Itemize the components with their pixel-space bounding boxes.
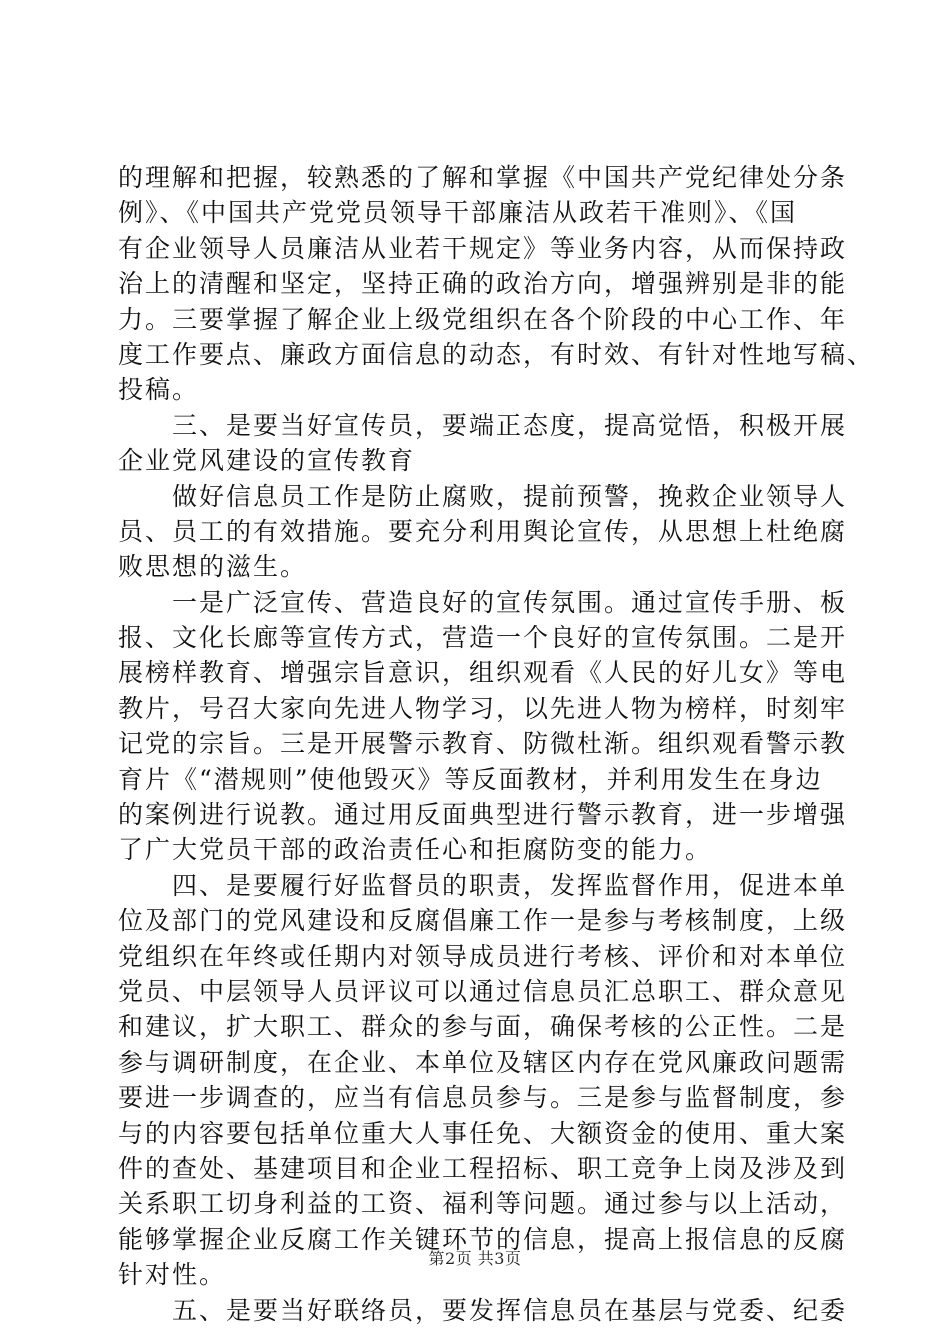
text-line: 的案例进行说教。通过用反面典型进行警示教育，进一步增强	[118, 800, 848, 830]
document-body	[118, 160, 875, 1328]
text-line: 例》、《中国共产党党员领导干部廉洁从政若干准则》、《国	[118, 198, 798, 228]
text-line: 企业党风建设的宣传教育	[118, 446, 416, 476]
text-line: 五、是要当好联络员，要发挥信息员在基层与党委、纪委	[118, 1295, 848, 1325]
text-line: 力。三要掌握了解企业上级党组织在各个阶段的中心工作、年	[118, 304, 848, 334]
text-line: 展榜样教育、增强宗旨意识，组织观看《人民的好儿女》等电	[118, 658, 848, 688]
text-line: 参与调研制度，在企业、本单位及辖区内存在党风廉政问题需	[118, 1047, 848, 1077]
text-line: 针对性。	[118, 1260, 227, 1290]
text-line: 能够掌握企业反腐工作关键环节的信息，提高上报信息的反腐	[118, 1224, 848, 1254]
page-number-footer: 第2页 共3页	[428, 1249, 522, 1268]
text-line: 三、是要当好宣传员，要端正态度，提高觉悟，积极开展	[118, 410, 848, 440]
text-line: 和建议，扩大职工、群众的参与面，确保考核的公正性。二是	[118, 1012, 848, 1042]
text-line: 四、是要履行好监督员的职责，发挥监督作用，促进本单	[118, 870, 848, 900]
text-line: 教片，号召大家向先进人物学习，以先进人物为榜样，时刻牢	[118, 693, 848, 723]
text-line: 做好信息员工作是防止腐败，提前预警，挽救企业领导人	[118, 481, 848, 511]
text-line: 党组织在年终或任期内对领导成员进行考核、评价和对本单位	[118, 941, 848, 971]
text-line: 记党的宗旨。三是开展警示教育、防微杜渐。组织观看警示教	[118, 729, 848, 759]
text-line: 度工作要点、廉政方面信息的动态，有时效、有针对性地写稿、	[118, 339, 875, 369]
text-line: 败思想的滋生。	[118, 552, 308, 582]
text-line: 的理解和把握，较熟悉的了解和掌握《中国共产党纪律处分条	[118, 163, 848, 192]
text-line: 与的内容要包括单位重大人事任免、大额资金的使用、重大案	[118, 1118, 848, 1148]
text-line: 投稿。	[118, 375, 200, 405]
text-line: 了广大党员干部的政治责任心和拒腐防变的能力。	[118, 835, 713, 865]
text-line: 关系职工切身利益的工资、福利等问题。通过参与以上活动，	[118, 1189, 848, 1219]
text-line: 育片《“潜规则”使他毁灭》等反面教材，并利用发生在身边	[118, 764, 823, 794]
text-line: 有企业领导人员廉洁从业若干规定》等业务内容，从而保持政	[118, 233, 848, 263]
text-line: 一是广泛宣传、营造良好的宣传氛围。通过宣传手册、板	[118, 587, 848, 617]
text-line: 要进一步调查的，应当有信息员参与。三是参与监督制度，参	[118, 1083, 848, 1113]
text-line: 员、员工的有效措施。要充分利用舆论宣传，从思想上杜绝腐	[118, 516, 848, 546]
text-line: 党员、中层领导人员评议可以通过信息员汇总职工、群众意见	[118, 976, 848, 1006]
text-line: 件的查处、基建项目和企业工程招标、职工竞争上岗及涉及到	[118, 1153, 848, 1183]
text-line: 治上的清醒和坚定，坚持正确的政治方向，增强辨别是非的能	[118, 269, 848, 299]
text-line: 位及部门的党风建设和反腐倡廉工作一是参与考核制度，上级	[118, 906, 848, 936]
text-line: 报、文化长廊等宣传方式，营造一个良好的宣传氛围。二是开	[118, 623, 848, 653]
